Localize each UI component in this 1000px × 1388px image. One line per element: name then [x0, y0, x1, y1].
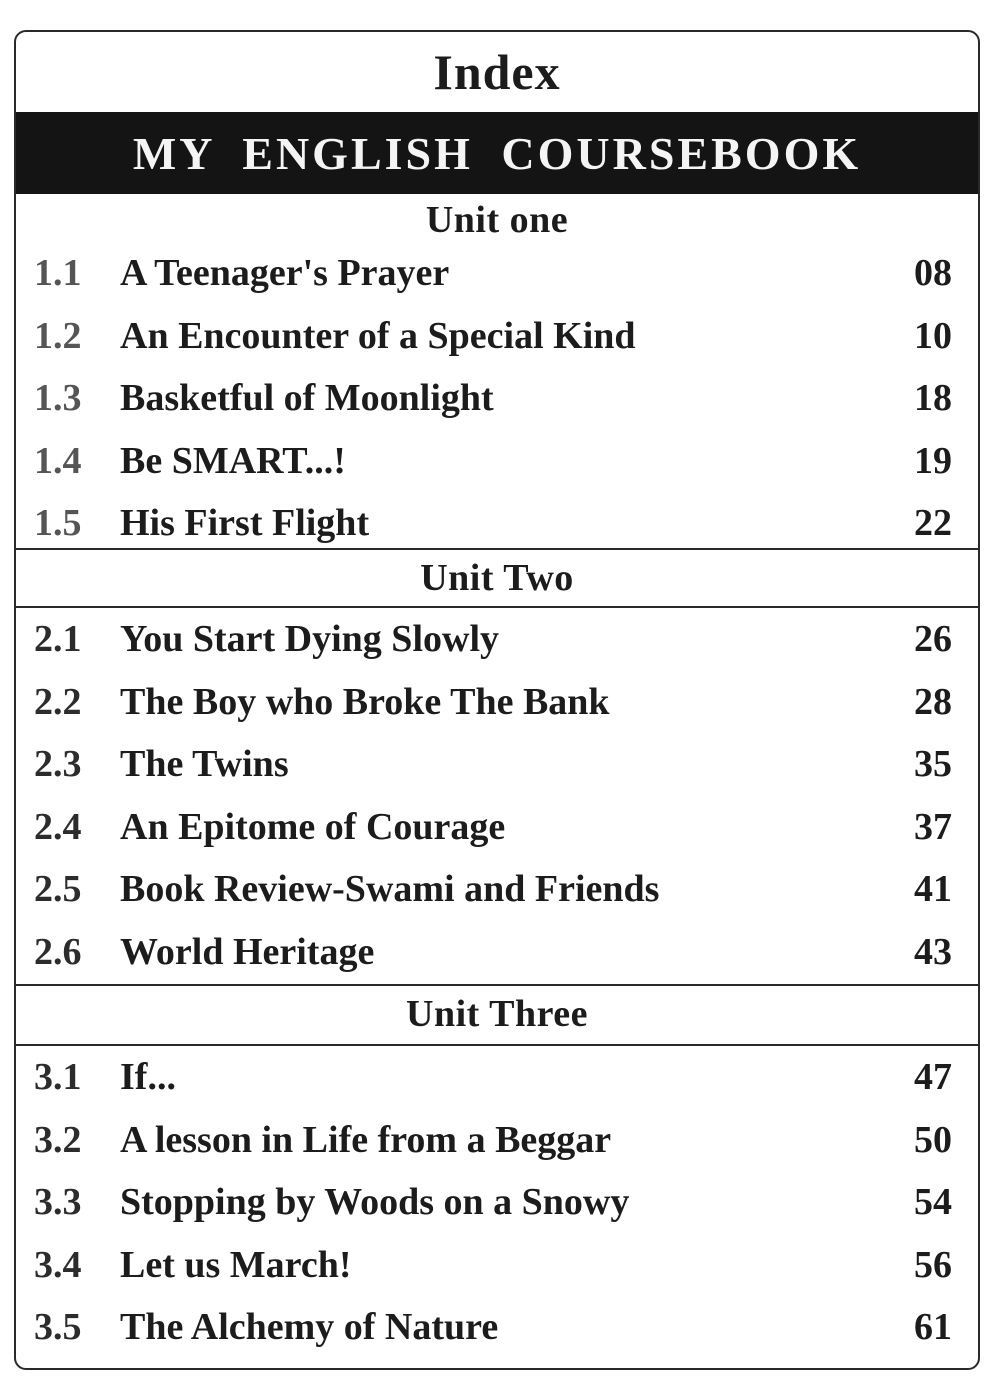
lesson-page: 26: [914, 618, 952, 661]
lesson-page: 35: [914, 743, 952, 786]
lesson-number: 1.4: [34, 439, 82, 482]
lesson-title: A Teenager's Prayer: [120, 252, 450, 295]
lesson-row-1-5: [16, 492, 978, 555]
lesson-number: 3.2: [34, 1118, 82, 1161]
lesson-number: 2.5: [34, 868, 82, 911]
index-frame: [14, 30, 980, 1370]
lesson-title: His First Flight: [120, 502, 370, 545]
lesson-row-1-4: [16, 430, 978, 493]
index-heading: Index: [433, 44, 561, 100]
lesson-page: 61: [914, 1306, 952, 1349]
unit-heading-two: Unit Two: [420, 557, 574, 599]
lesson-title: A lesson in Life from a Beggar: [120, 1118, 612, 1161]
lesson-page: 47: [914, 1056, 952, 1099]
lesson-row-3-2: [16, 1109, 978, 1172]
lesson-number: 3.5: [34, 1306, 82, 1349]
lesson-title: You Start Dying Slowly: [120, 618, 499, 661]
lesson-row-3-1: [16, 1046, 978, 1109]
lesson-row-1-1: [16, 242, 978, 305]
lesson-row-3-3: [16, 1171, 978, 1234]
lesson-row-2-2: [16, 671, 978, 734]
lesson-number: 1.1: [34, 252, 82, 295]
lesson-title: An Encounter of a Special Kind: [120, 314, 636, 357]
lesson-title: Basketful of Moonlight: [120, 377, 494, 420]
lesson-page: 10: [914, 314, 952, 357]
lesson-row-3-4: [16, 1234, 978, 1297]
lesson-title: The Boy who Broke The Bank: [120, 680, 610, 723]
unit-one-list: [16, 242, 978, 555]
lesson-number: 3.3: [34, 1181, 82, 1224]
lesson-title: Stopping by Woods on a Snowy: [120, 1181, 630, 1224]
lesson-number: 2.2: [34, 680, 82, 723]
lesson-number: 1.5: [34, 502, 82, 545]
unit-heading-one: Unit one: [425, 199, 569, 241]
lesson-title: If...: [120, 1056, 176, 1099]
book-title-banner: MY ENGLISH COURSEBOOK: [16, 112, 978, 194]
lesson-title: The Alchemy of Nature: [120, 1306, 499, 1349]
lesson-page: 28: [914, 680, 952, 723]
lesson-page: 08: [914, 252, 952, 295]
lesson-row-2-4: [16, 796, 978, 859]
lesson-title: The Twins: [120, 743, 289, 786]
lesson-number: 1.3: [34, 377, 82, 420]
lesson-number: 2.6: [34, 930, 82, 973]
lesson-row-1-3: [16, 367, 978, 430]
lesson-row-2-3: [16, 733, 978, 796]
lesson-number: 2.1: [34, 618, 82, 661]
lesson-row-2-1: [16, 608, 978, 671]
lesson-page: 37: [914, 805, 952, 848]
lesson-page: 56: [914, 1243, 952, 1286]
lesson-title: Book Review-Swami and Friends: [120, 868, 660, 911]
lesson-page: 22: [914, 502, 952, 545]
lesson-page: 18: [914, 377, 952, 420]
unit-heading-three: Unit Three: [406, 993, 588, 1035]
lesson-page: 19: [914, 439, 952, 482]
lesson-page: 50: [914, 1118, 952, 1161]
lesson-row-2-5: [16, 858, 978, 921]
lesson-title: Be SMART...!: [120, 439, 346, 482]
unit-three-list: [16, 1046, 978, 1359]
lesson-title: World Heritage: [120, 930, 375, 973]
lesson-title: An Epitome of Courage: [120, 805, 506, 848]
lesson-page: 54: [914, 1181, 952, 1224]
lesson-row-2-6: [16, 921, 978, 984]
lesson-number: 3.1: [34, 1056, 82, 1099]
lesson-page: 43: [914, 930, 952, 973]
lesson-row-3-5: [16, 1296, 978, 1359]
lesson-row-1-2: [16, 305, 978, 368]
lesson-number: 2.4: [34, 805, 82, 848]
lesson-page: 41: [914, 868, 952, 911]
lesson-title: Let us March!: [120, 1243, 352, 1286]
lesson-number: 3.4: [34, 1243, 82, 1286]
unit-two-list: [16, 608, 978, 983]
lesson-number: 2.3: [34, 743, 82, 786]
lesson-number: 1.2: [34, 314, 82, 357]
